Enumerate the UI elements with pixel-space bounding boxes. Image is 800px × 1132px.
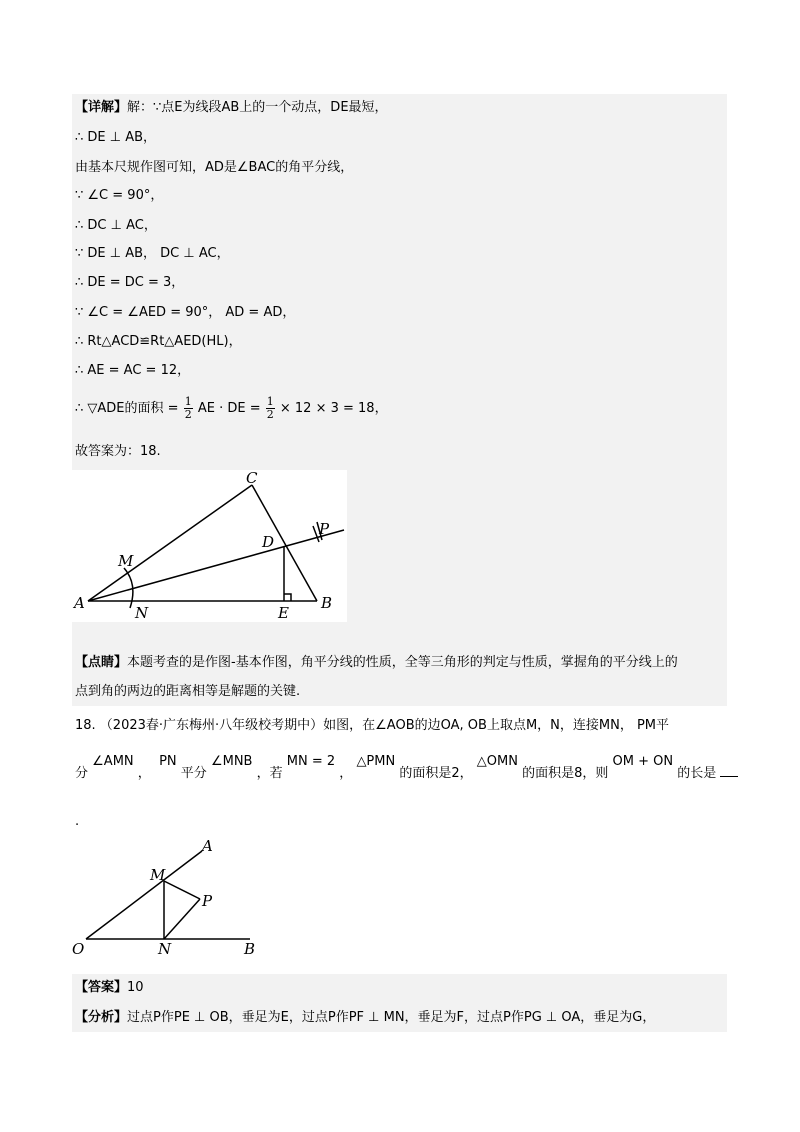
label-D: D <box>262 533 275 551</box>
ray-OA <box>86 851 202 939</box>
detail-tag: 【详解】 <box>75 100 128 115</box>
comment-tag: 【点睛】 <box>75 655 128 670</box>
p18-text: ，若 <box>256 766 283 781</box>
analysis-text: 过点P作PE ⊥ OB，垂足为E，过点P作PF ⊥ MN，垂足为F，过点P作PG ⊥ OA，垂足为G， <box>127 1010 656 1025</box>
p18-text: 的面积是2， <box>399 766 473 781</box>
area-prefix: ∴ ▽ADE的面积 = <box>75 401 179 416</box>
p18-text: 平分 <box>180 766 207 781</box>
frac-den: 2 <box>184 408 192 421</box>
figure-triangle-bisector <box>72 470 347 622</box>
solution-line-8: ∵ ∠C = ∠AED = 90°， AD = AD， <box>75 305 296 320</box>
answer-blank <box>720 764 738 777</box>
answer-line-18 <box>75 978 144 998</box>
solution-line-3: 由基本尺规作图可知，AD是∠BAC的角平分线， <box>75 160 354 175</box>
label-O: O <box>72 940 85 958</box>
p18-math: ∠AMN <box>92 754 134 769</box>
fraction-half-1 <box>184 396 193 421</box>
analysis-line <box>75 1008 655 1028</box>
problem-18-line-3: . <box>75 814 80 829</box>
p18-text: 的长是 <box>677 766 717 781</box>
solution-line-1 <box>75 98 388 118</box>
area-mid: AE · DE = <box>197 401 261 416</box>
solution-line-5: ∴ DC ⊥ AC， <box>75 218 157 233</box>
label-A: A <box>74 594 85 612</box>
figure-angle-AOB <box>72 836 272 960</box>
solution-line-9: ∴ Rt△ACD≌Rt△AED(HL)， <box>75 334 242 349</box>
solution-line-2: ∴ DE ⊥ AB， <box>75 130 157 145</box>
area-tail: × 12 × 3 = 18， <box>279 401 388 416</box>
answer-value: 10 <box>127 980 144 995</box>
frac-num: 1 <box>266 395 274 408</box>
p18-math: △PMN <box>356 754 396 769</box>
answer-line: 故答案为：18. <box>75 444 161 459</box>
p18-math: MN = 2 <box>286 754 336 769</box>
p18-text: ， <box>137 766 151 781</box>
label-M: M <box>118 552 134 570</box>
label-A: A <box>202 837 213 855</box>
segment-MP <box>164 881 200 899</box>
label-N: N <box>135 604 149 622</box>
solution-line-7: ∴ DE = DC = 3， <box>75 275 185 290</box>
segment-NP <box>164 899 200 939</box>
p18-math: OM + ON <box>612 754 674 769</box>
solution-line-4: ∵ ∠C = 90°， <box>75 188 164 203</box>
p18-text: 的面积是8，则 <box>522 766 609 781</box>
p18-math: PN <box>159 754 177 769</box>
label-M: M <box>150 866 166 884</box>
analysis-tag: 【分析】 <box>75 1010 128 1025</box>
p18-text: 分 <box>75 766 89 781</box>
p18-text: ， <box>339 766 353 781</box>
answer-tag: 【答案】 <box>75 980 128 995</box>
label-E: E <box>278 604 289 622</box>
label-N: N <box>158 940 172 958</box>
comment-line-1 <box>75 653 678 673</box>
solution-text: 解：∵点E为线段AB上的一个动点，DE最短， <box>127 100 388 115</box>
fraction-half-2 <box>266 396 275 421</box>
solution-line-6: ∵ DE ⊥ AB， DC ⊥ AC， <box>75 246 230 261</box>
label-B: B <box>321 594 333 612</box>
solution-line-10: ∴ AE = AC = 12， <box>75 363 191 378</box>
frac-num: 1 <box>184 395 192 408</box>
p18-math: ∠MNB <box>210 754 253 769</box>
comment-line-2: 点到角的两边的距离相等是解题的关键. <box>75 684 301 699</box>
label-P: P <box>202 892 213 910</box>
problem-18-line-2 <box>75 754 738 784</box>
problem-18-line-1: 18. （2023春·广东梅州·八年级校考期中）如图，在∠AOB的边OA, OB上取点M，N，连接MN， PM平 <box>75 718 670 733</box>
solution-area-line <box>75 396 388 422</box>
label-P: P <box>319 520 330 538</box>
comment-text-1: 本题考查的是作图-基本作图，角平分线的性质，全等三角形的判定与性质，掌握角的平分线上的 <box>127 655 678 670</box>
label-C: C <box>246 470 258 487</box>
frac-den: 2 <box>266 408 274 421</box>
label-B: B <box>244 940 256 958</box>
p18-math: △OMN <box>476 754 518 769</box>
